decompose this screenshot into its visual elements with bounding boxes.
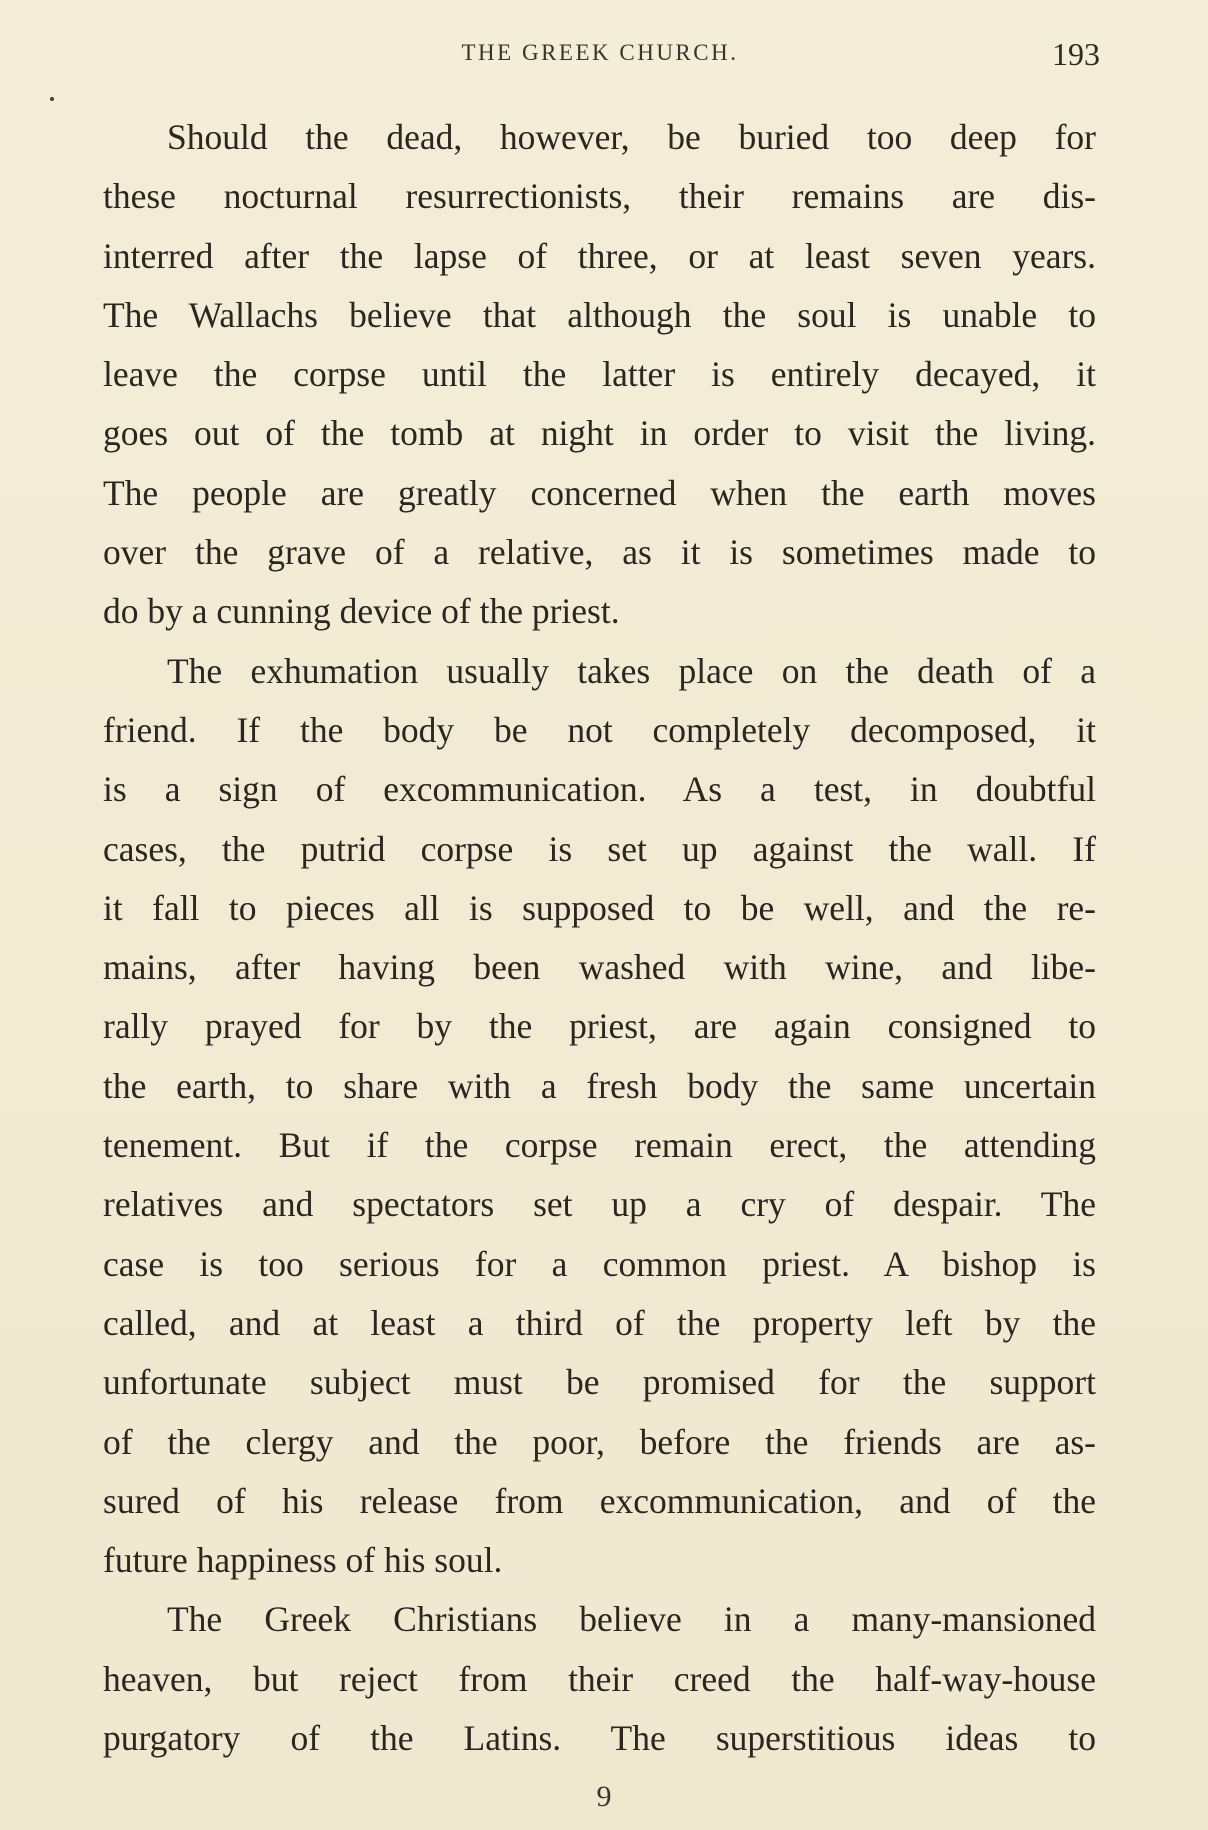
text-line: mains, after having been washed with wine, and libe- bbox=[103, 947, 1096, 988]
text-line: relatives and spectators set up a cry of despair. The bbox=[103, 1184, 1096, 1225]
text-line: of the clergy and the poor, before the friends are as- bbox=[103, 1421, 1096, 1462]
text-line: heaven, but reject from their creed the half-way-house bbox=[103, 1658, 1096, 1699]
text-line: unfortunate subject must be promised for the support bbox=[103, 1362, 1096, 1403]
text-line: tenement. But if the corpse remain erect, the attending bbox=[103, 1125, 1096, 1166]
text-line: future happiness of his soul. bbox=[103, 1540, 503, 1581]
text-line: leave the corpse until the latter is entirely decayed, it bbox=[103, 354, 1096, 395]
text-line: is a sign of excommunication. As a test, in doubtful bbox=[103, 769, 1096, 810]
text-line: do by a cunning device of the priest. bbox=[103, 591, 620, 632]
text-line: these nocturnal resurrectionists, their remains are dis- bbox=[103, 176, 1096, 217]
signature-mark: 9 bbox=[596, 1780, 612, 1813]
text-line: it fall to pieces all is supposed to be well, and the re- bbox=[103, 887, 1096, 928]
text-line: called, and at least a third of the property left by the bbox=[103, 1302, 1096, 1343]
text-line: goes out of the tomb at night in order to visit the living. bbox=[103, 413, 1096, 454]
text-line: purgatory of the Latins. The superstitious ideas to bbox=[103, 1718, 1096, 1759]
running-title: THE GREEK CHURCH. bbox=[461, 40, 739, 65]
page-number: 193 bbox=[1052, 36, 1100, 72]
text-line: friend. If the body be not completely decomposed, it bbox=[103, 709, 1096, 750]
body-text bbox=[103, 108, 1096, 1768]
text-line: The Wallachs believe that although the soul is unable to bbox=[103, 294, 1096, 335]
text-line: case is too serious for a common priest. A bishop is bbox=[103, 1243, 1096, 1284]
text-line: cases, the putrid corpse is set up against the wall. If bbox=[103, 828, 1096, 869]
text-line: The exhumation usually takes place on the death of a bbox=[167, 650, 1096, 691]
text-line: The Greek Christians believe in a many-mansioned bbox=[167, 1599, 1096, 1640]
text-line: rally prayed for by the priest, are again consigned to bbox=[103, 1006, 1096, 1047]
text-line: the earth, to share with a fresh body the same uncertain bbox=[103, 1065, 1096, 1106]
text-line: The people are greatly concerned when the earth moves bbox=[103, 472, 1096, 513]
running-head bbox=[100, 36, 1100, 76]
text-line: over the grave of a relative, as it is sometimes made to bbox=[103, 532, 1096, 573]
text-line: Should the dead, however, be buried too deep for bbox=[167, 117, 1096, 157]
text-line: interred after the lapse of three, or at least seven years. bbox=[103, 235, 1096, 276]
ink-speck bbox=[50, 97, 54, 101]
text-line: sured of his release from excommunication, and of the bbox=[103, 1480, 1096, 1521]
